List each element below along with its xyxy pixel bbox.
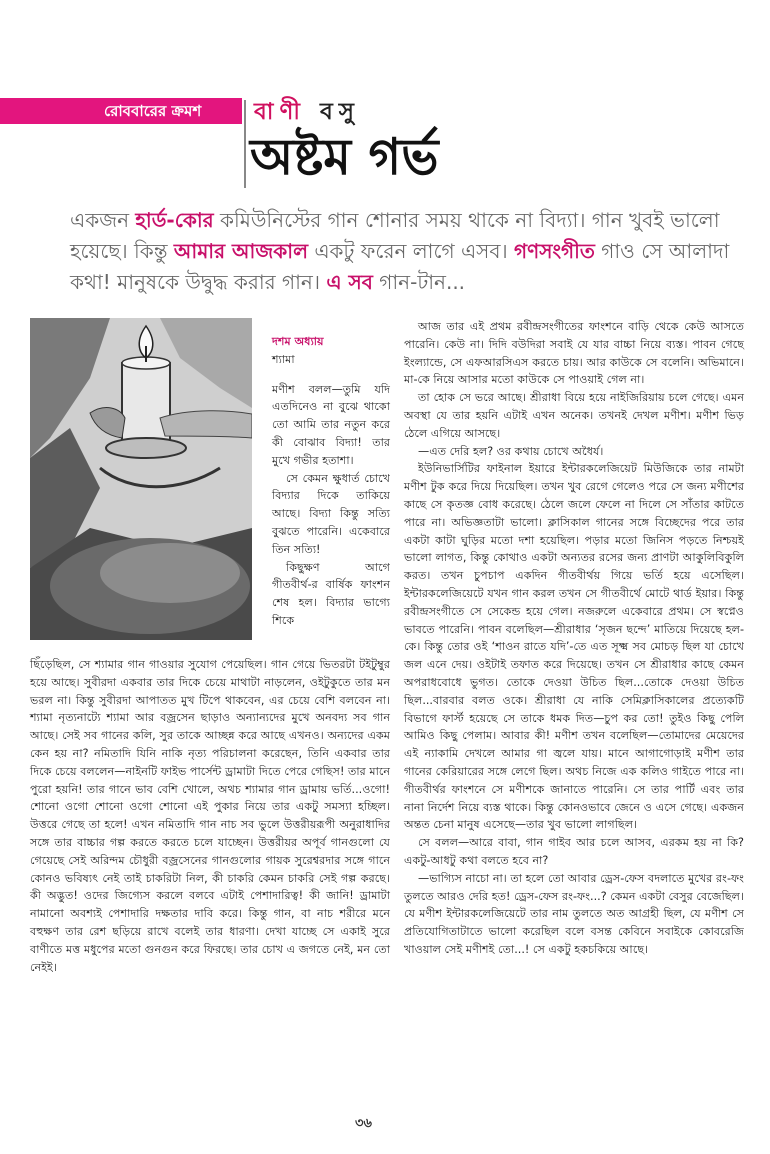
intro-text: গান-টান... (372, 270, 466, 294)
paragraph: ছিঁড়েছিল, সে শ্যামার গান গাওয়ার সুযোগ পেয়েছিল। গান গেয়ে ভিতরটা টইটুম্বুর হয়ে আছে। সুবীরদা একবার তার দিকে চেয়ে মাথাটা নাড়লেন, ওইটুকুতে তার মন ভরল না। কিন্তু সুবীরদা আপাতত মুখ টিপে থাকবেন, এর চেয়ে বেশি বলবেন না। শ্যামা নৃত্যনাট্যে শ্যামা আর বজ্রসেন ছাড়াও অন্যান্যদের মুখে অনবদ্য সব গান আছে। সেই সব গানের কলি, সুর তাকে আচ্ছন্ন করে আছে এখনও। অন্যদের একম কেন হয় না? নমিতাদি যিনি নাকি নৃত্য পরিচালনা করেছেন, তিনি একবার তার দিকে চেয়ে বললেন—নাইনটি ফাইভ পার্সেন্ট ড্রামাটা দিতে পেরে গেছিস! তার মানে পুরো হয়নি! তার গানে ভাব বেশি খোলে, অথচ শ্যামার গান ড্রামায় ভর্তি...ওগো! শোনো ওগো শোনো ওগো শোনো এই পুকার নিয়ে তার একটু সমস্যা হচ্ছিল। উত্তরে গেছে তা হলে! এখন নমিতাদি গান নাচ সব ভুলে উত্তরীয়রূপী অনুরাধাদির সঙ্গে তার বাচ্চার গল্প করতে করতে চলে যাচ্ছেন। উত্তরীয়র অপূর্ব গানগুলো যে গেয়েছে সেই অরিন্দম চৌধুরী বজ্রসেনের গানগুলোর গায়ক সুরেশ্বরদার সঙ্গে গানে কোনও ভবিষ্যৎ নেই তাই চাকরিটা নিল, কী চাকরি কেমন চাকরি সেই গল্প করছে। কী অদ্ভুত! ওদের জিগ্যেস করলে বলবে এটাই পেশাদারিত্ব! কী জানি! ড্রামাটা নামানো অবশ্যই পেশাদারি দক্ষতার দাবি করে। কিন্তু গান, বা নাচ শরীরে মনে বহুক্ষণ তার রেশ ছড়িয়ে রাখে বলেই তার ধারণা। দেখা যাচ্ছে সে একাই সুরে বাণীতে মত্ত মধুপের মতো গুনগুন করে ফিরছে। তার চোখ এ জগতে নেই, মন তো নেইই। (30, 658, 390, 974)
intro-highlight: আমার আজকাল (173, 239, 308, 263)
divider (244, 100, 246, 188)
section-band (0, 98, 242, 124)
intro-text: একজন (70, 208, 136, 232)
author-first: বাণী (254, 99, 306, 125)
paragraph: —এত দেরি হল? ওর কথায় চোখে অধৈর্য। (418, 444, 604, 458)
paragraph: কিছুক্ষণ আগে গীতবীর্থ-র বার্ষিক ফাংশন শেষ হল। বিদ্যার ভাগ্যে শিকে (272, 560, 390, 627)
paragraph: —ভাগ্যিস নাচো না। তা হলে তো আবার ড্রেস-ফেস বদলাতে মুখের রং-ফং তুলতে আরও দেরি হত! ড্রেস-ফেস রং-ফং...? কেমন একটা বেসুর বেজেছিল। যে মণীশ ইন্টারকলেজিয়েটে তার নাম তুলতে অত আগ্রহী ছিল, যে মণীশ সে প্রতিযোগিতাটাতে ভালো করেছিল বলে বসন্ত কেবিনে সবাইকে কোবরেজি খাওয়াল সেই মণীশই তো...! সে একটু হকচকিয়ে আছে। (404, 871, 744, 956)
intro-highlight: এ সব (326, 270, 373, 294)
section-label: রোববারের ক্রমশ (104, 102, 202, 120)
page-number: ৩৬ (355, 1116, 372, 1131)
paragraph: আজ তার এই প্রথম রবীন্দ্রসংগীতের ফাংশনে বাড়ি থেকে কেউ আসতে পারেনি। কেউ না। দিদি বউদিরা সবাই যে যার বাচ্চা নিয়ে ব্যস্ত। পাবন গেছে ইংল্যান্ডে, সে এফআরসিএস করতে চায়। আর কাউকে সে বলেনি। অভিমানে। মা-কে নিয়ে আসার মতো কাউকে সে পাওয়াই গেল না। (404, 320, 744, 387)
author-last: বসু (319, 99, 360, 125)
chapter-subtitle: শ্যামা (272, 352, 295, 366)
candle-illustration (30, 318, 252, 640)
intro-highlight: গণসংগীত (514, 239, 595, 263)
page-title: অষ্টম গর্ভ (250, 127, 439, 186)
column-b (30, 656, 390, 976)
paragraph: সে বলল—আরে বাবা, গান গাইব আর চলে আসব, এরকম হয় না কি? একটু-আধটু কথা বলতে হবে না? (404, 836, 744, 867)
paragraph: তা হোক সে ভরে আছে। শ্রীরাধা বিয়ে হয়ে নাইজিরিয়ায় চলে গেছে। এমন অবস্থা যে তার হয়নি এটাই এখন অনেক। তখনই দেখল মণীশ। মণীশ ভিড় ঠেলে এগিয়ে আসছে। (404, 391, 744, 440)
intro-text: গাও সে আলাদা কথা! মানুষকে উদ্বুদ্ধ করার গান। (70, 239, 730, 294)
paragraph: মণীশ বলল—তুমি যদি এতদিনেও না বুঝে থাকো তো আমি তার নতুন করে কী বোঝাব বিদ্যা! তার মুখে গভীর হতাশা। (272, 382, 390, 467)
paragraph: সে কেমন ক্ষুধার্ত চোখে বিদ্যার দিকে তাকিয়ে আছে। বিদ্যা কিন্তু সত্যি বুঝতে পারেনি। একেবারে তিন সত্যি! (272, 471, 390, 556)
column-a (272, 333, 390, 630)
chapter-label: দশম অধ্যায় (272, 335, 324, 348)
paragraph: ইউনিভার্সিটির ফাইনাল ইয়ারে ইন্টারকলেজিয়েট মিউজিকে তার নামটা মণীশ টুক করে দিয়ে দিয়েছিল। তখন খুব রেগে গেলেও পরে সে জন্য মণীশের কাছে সে কৃতজ্ঞ বোধ করেছে। ঠেলে জলে ফেলে না দিলে সে সাঁতার কাটতে পারে না। অভিজ্ঞতাটা ভালো। ক্লাসিকাল গানের সঙ্গে বিচ্ছেদের পরে তার একটা কাটা ঘুড়ির মতো দশা হয়েছিল। পড়ার মতো জিনিস পড়তে নিশ্চয়ই ভালো লাগত, কিন্তু কোথাও একটা অন্যতর রসের জন্য প্রাণটা আকুলিবিকুলি করত। তখন চুপচাপ একদিন গীতবীর্থয় গিয়ে ভর্তি হয়ে এসেছিল। ইন্টারকলেজিয়েটে যখন গান করল তখন সে গীতবীর্থে মোটে থার্ড ইয়ার। কিন্তু রবীন্দ্রসংগীতে সে সেকেন্ড হয়ে গেল। নজরুলে একেবারে প্রথম। সে স্বপ্নেও ভাবতে পারেনি। পাবন বলেছিল—শ্রীরাধার ‘সৃজন ছন্দে’ মাতিয়ে দিয়েছে হল-কে। কিন্তু তোর ওই ‘শাওন রাতে যদি’-তে এত সূক্ষ্ম সব মোচড় ছিল যা চোখে জল এনে দেয়। ওইটাই তফাত করে দিয়েছে। তখন সে শ্রীরাধার কাছে কেমন অপরাধবোধে ভুগত। তোকে দেওয়া উচিত ছিল...তোকে দেওয়া উচিত ছিল...বারবার বলত ওকে। শ্রীরাধা যে নাকি সেমিক্লাসিকালের প্রত্যেকটি বিভাগে ফার্স্ট হয়েছে সে তাকে ধমক দিত—চুপ কর তো! তুইও কিছু পেলি আমিও কিছু পেলাম। আবার কী! মণীশ তখন বলেছিল—তোমাদের মেয়েদের এই ন্যাকামি দেখলে আমার গা জ্বলে যায়। মানে আগাগোড়াই মণীশ তার গানের কেরিয়ারের সঙ্গে লেগে ছিল। অথচ নিজে এক কলিও গাইতে পারে না। গীতবীর্থর ফাংশনে সে মণীশকে জানাতে পারেনি। সে তার পার্টি এবং তার নানা নির্দেশ নিয়ে ব্যস্ত থাকে। কিন্তু কোনওভাবে জেনে ও এসে গেছে। একজন অন্তত চেনা মানুষ এসেছে—তার খুব ভালো লাগছিল। (404, 462, 744, 832)
intro-highlight: হার্ড-কোর (135, 208, 214, 232)
intro-text: কমিউনিস্টের গান শোনার সময় থাকে না বিদ্যা। গান খুবই ভালো হয়েছে। কিন্তু (70, 208, 720, 263)
intro-text: একটু ফরেন লাগে এসব। (307, 239, 515, 263)
column-c (404, 318, 744, 959)
intro-paragraph (70, 205, 740, 298)
